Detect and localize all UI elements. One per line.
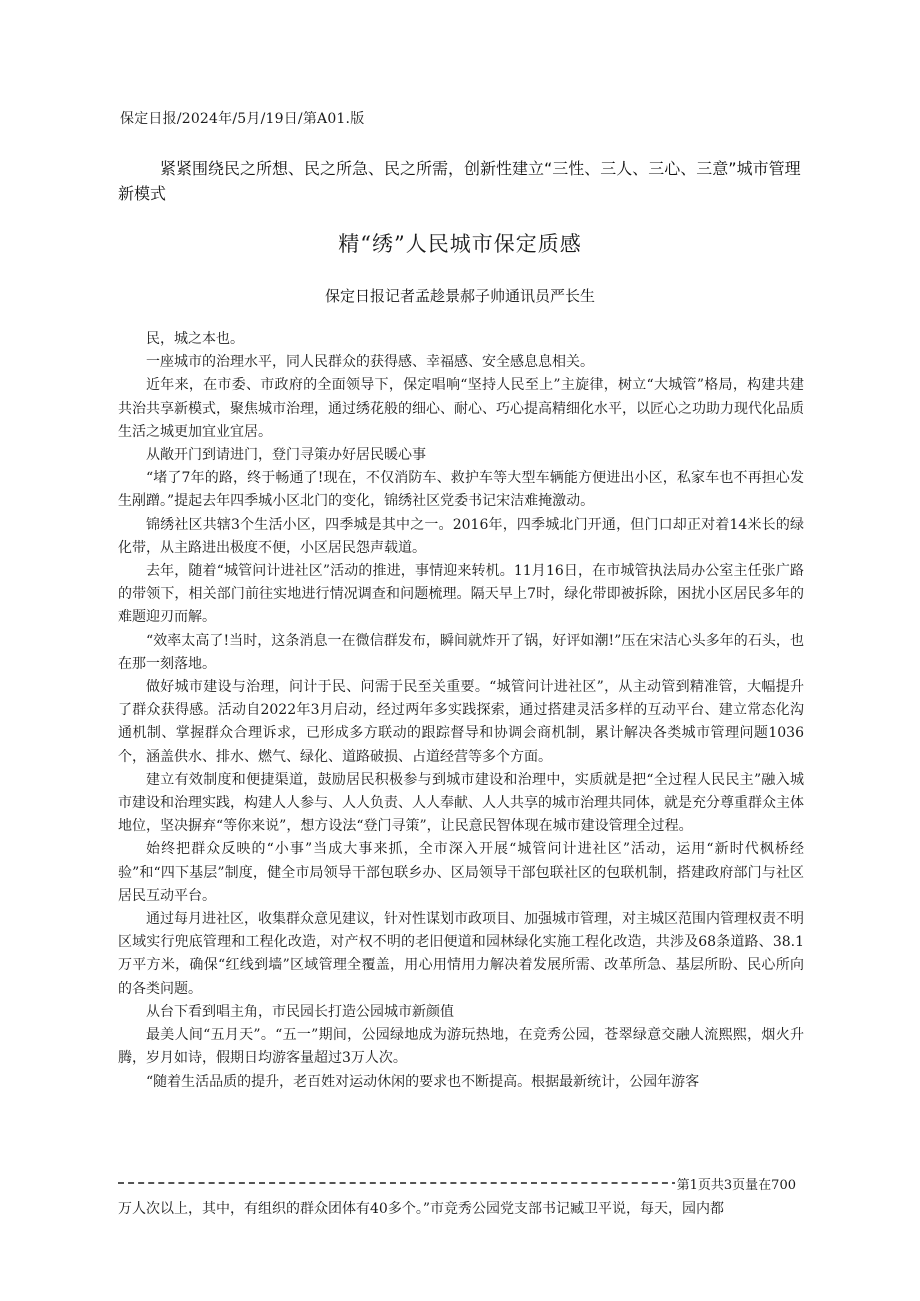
paragraph: 锦绣社区共辖3个生活小区，四季城是其中之一。2016年，四季城北门开通，但门口却正对着14米长的绿化带，从主路进出极度不便，小区居民怨声载道。 <box>118 516 804 556</box>
paragraph: 做好城市建设与治理，问计于民、问需于民至关重要。“城管问计进社区”，从主动管到精准管，大幅提升了群众获得感。活动自2022年3月启动，经过两年多实践探索，通过搭建灵活多样的互动平台、建立常态化沟通机制、掌握群众合理诉求，已形成多方联动的跟踪督导和协调会商机制，累计解决各类城市管理问题1036个，涵盖供水、排水、燃气、绿化、道路破损、占道经营等多个方面。 <box>118 679 804 765</box>
paragraph: “随着生活品质的提升，老百姓对运动休闲的要求也不断提高。根据最新统计，公园年游客 <box>146 1073 700 1090</box>
paragraph: 去年，随着“城管问计进社区”活动的推进，事情迎来转机。11月16日，在市城管执法局办公室主任张广路的带领下，相关部门前往实地进行情况调查和问题梳理。隔天早上7时，绿化带即被拆除，困扰小区居民多年的难题迎刃而解。 <box>118 563 804 626</box>
page-divider <box>118 1182 678 1184</box>
paragraph: 一座城市的治理水平，同人民群众的获得感、幸福感、安全感息息相关。 <box>146 354 594 371</box>
article-subtitle: 紧紧围绕民之所想、民之所急、民之所需，创新性建立“三性、三人、三心、三意”城市管理新模式 <box>118 159 801 203</box>
paragraph: 最美人间“五月天”。“五一”期间，公园绿地成为游玩热地，在竞秀公园，苍翠绿意交融人流熙熙，烟火升腾，岁月如诗，假期日均游客量超过3万人次。 <box>118 1027 804 1067</box>
article-body <box>118 328 804 1094</box>
article-title: 精“绣”人民城市保定质感 <box>338 232 582 256</box>
paragraph: “堵了7年的路，终于畅通了!现在，不仅消防车、救护车等大型车辆能方便进出小区，私家车也不再担心发生剐蹭。”提起去年四季城小区北门的变化，锦绣社区党委书记宋洁难掩激动。 <box>118 470 804 510</box>
paragraph: 建立有效制度和便捷渠道，鼓励居民积极参与到城市建设和治理中，实质就是把“全过程人民民主”融入城市建设和治理实践，构建人人参与、人人负责、人人奉献、人人共享的城市治理共同体，就是充分尊重群众主体地位，坚决摒弃“等你来说”，想方设法“登门寻策”，让民意民智体现在城市建设管理全过程。 <box>118 771 804 835</box>
paragraph: 通过每月进社区，收集群众意见建议，针对性谋划市政项目、加强城市管理，对主城区范围内管理权责不明区域实行兜底管理和工程化改造，对产权不明的老旧便道和园林绿化实施工程化改造，共涉及68条道路、38.1万平方米，确保“红线到墙”区域管理全覆盖，用心用情用力解决着发展所需、改革所急、基层所盼、民心所向的各类问题。 <box>118 911 804 997</box>
newspaper-source-line: 保定日报/2024年/5月/19日/第A01.版 <box>120 111 365 127</box>
paragraph: 始终把群众反映的“小事”当成大事来抓，全市深入开展“城管问计进社区”活动，运用“新时代枫桥经验”和“四下基层”制度，健全市局领导干部包联乡办、区局领导干部包联社区的包联机制，搭建政府部门与社区居民互动平台。 <box>118 841 804 904</box>
continued-text <box>118 1198 804 1221</box>
article-byline: 保定日报记者孟趁景郝子帅通讯员严长生 <box>324 287 595 305</box>
paragraph: 民，城之本也。 <box>146 331 244 347</box>
section-heading: 从台下看到唱主角，市民园长打造公园城市新颜值 <box>146 1003 454 1020</box>
section-heading: 从敞开门到请进门，登门寻策办好居民暖心事 <box>146 447 426 464</box>
paragraph: 近年来，在市委、市政府的全面领导下，保定唱响“坚持人民至上”主旋律，树立“大城管”格局，构建共建共治共享新模式，聚焦城市治理，通过绣花般的细心、耐心、巧心提高精细化水平，以匠心之功助力现代化品质生活之城更加宜业宜居。 <box>118 377 804 440</box>
paragraph: 万人次以上，其中，有组织的群众团体有40多个。”市竞秀公园党支部书记臧卫平说，每天，园内都 <box>118 1201 724 1217</box>
page-number-label: 第1页共3页量在700 <box>675 1174 796 1193</box>
paragraph: “效率太高了!当时，这条消息一在微信群发布，瞬间就炸开了锅，好评如潮!”压在宋洁心头多年的石头，也在那一刻落地。 <box>118 632 804 672</box>
